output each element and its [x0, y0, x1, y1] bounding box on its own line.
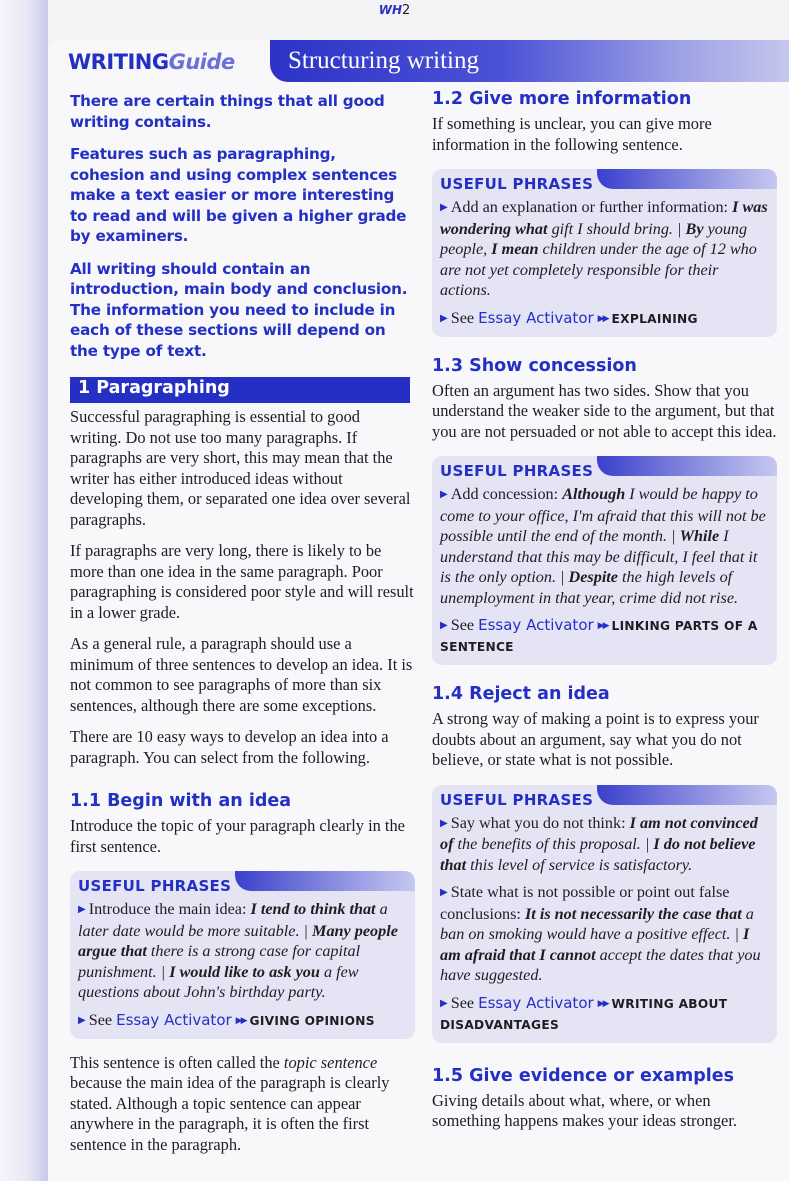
page-number-value: 2 — [402, 3, 411, 18]
page-number-prefix: WH — [378, 3, 402, 17]
cross-reference — [440, 993, 769, 1035]
bullet-triangle-icon: ▶ — [78, 904, 86, 915]
phrase-item — [78, 899, 407, 1003]
bullet-triangle-icon: ▶ — [440, 817, 448, 829]
phrase-intro: Add concession: — [450, 485, 559, 503]
intro-paragraph: There are certain things that all good writing contains. — [70, 92, 385, 131]
example-text: children under the age of 12 who are not yet completely responsible for their actions. — [440, 240, 757, 299]
see-label: See — [450, 616, 475, 634]
example-text: there is a strong case for capital punishment. | — [78, 942, 361, 981]
intro-paragraph: Features such as paragraphing, cohesion and using complex sentences make a text easier or more interesting to read and will be given a higher grade by examiners. — [70, 145, 407, 245]
body-paragraph: Introduce the topic of your paragraph clearly in the first sentence. — [70, 816, 405, 856]
cross-reference — [440, 308, 769, 329]
key-phrase: Many people argue that — [78, 921, 398, 960]
useful-phrases-box — [432, 169, 777, 337]
essay-activator-link[interactable]: Essay Activator — [478, 993, 594, 1012]
phrase-examples — [440, 485, 766, 607]
essay-activator-link[interactable]: Essay Activator — [478, 308, 594, 327]
subheading-give-more-information: 1.2 Give more information — [432, 89, 692, 109]
page-number — [0, 3, 789, 18]
cross-reference-target[interactable]: LINKING PARTS OF A SENTENCE — [440, 619, 758, 654]
bullet-triangle-icon: ▶ — [440, 997, 448, 1009]
double-arrow-icon: ▶▶ — [235, 1014, 246, 1025]
body-paragraph: There are 10 easy ways to develop an idea into a paragraph. You can select from the following. — [70, 727, 389, 767]
key-phrase: I do not believe that — [440, 835, 756, 874]
brand-primary: WRITING — [68, 50, 169, 74]
topic-sentence-paragraph — [70, 1053, 415, 1156]
bullet-triangle-icon: ▶ — [440, 489, 448, 500]
bullet-triangle-icon: ▶ — [440, 887, 448, 898]
key-phrase: I am afraid that I cannot — [440, 925, 750, 964]
section-heading-paragraphing: 1 Paragraphing — [70, 377, 410, 403]
body-text: This sentence is often called the — [70, 1052, 284, 1072]
title-bar — [270, 40, 789, 82]
double-arrow-icon: ▶▶ — [597, 620, 608, 630]
example-text: a ban on smoking would have a positive effect. | — [440, 904, 754, 943]
emphasis-text: topic sentence — [283, 1052, 378, 1072]
key-phrase: I would like to ask you — [169, 962, 320, 981]
key-phrase: It is not necessarily the case that — [524, 904, 742, 923]
page-header — [48, 40, 789, 82]
example-text: this level of service is satisfactory. — [466, 855, 693, 874]
cross-reference-target[interactable]: WRITING ABOUT DISADVANTAGES — [440, 996, 728, 1032]
phrase-intro: Add an explanation or further information: — [450, 198, 729, 216]
useful-phrases-title: USEFUL PHRASES — [440, 790, 594, 809]
useful-phrases-title: USEFUL PHRASES — [440, 175, 594, 193]
example-text: I understand that this may be difficult, I feel that it is the only option. | — [440, 527, 758, 586]
bullet-triangle-icon: ▶ — [78, 1014, 86, 1026]
page-spine-shadow — [0, 0, 48, 1181]
phrase-item — [440, 882, 769, 986]
key-phrase: Although — [562, 485, 626, 503]
key-phrase: I mean — [491, 240, 539, 258]
example-text: a later date would be more suitable. | — [78, 900, 388, 940]
subheading-give-evidence: 1.5 Give evidence or examples — [432, 1065, 735, 1086]
see-label: See — [450, 308, 475, 327]
page-title: Structuring writing — [288, 47, 479, 74]
example-text: the benefits of this proposal. | — [453, 835, 654, 853]
body-paragraph: A strong way of making a point is to express your doubts about an argument, say what you do not believe, or state what is not possible. — [432, 709, 759, 769]
double-arrow-icon: ▶▶ — [597, 312, 608, 323]
bullet-triangle-icon: ▶ — [440, 202, 448, 213]
bullet-triangle-icon: ▶ — [440, 312, 448, 324]
body-paragraph: Successful paragraphing is essential to good writing. Do not use too many paragraphs. If paragraphs are very short, this may mean that the writer has either introduced ideas without developing them, or separated one idea over several paragraphs. — [70, 407, 411, 529]
body-paragraph: Often an argument has two sides. Show that you understand the weaker side to the argument, but that you are not persuaded or not able to accept this idea. — [432, 380, 777, 441]
example-text: gift I should bring. | — [547, 219, 686, 238]
key-phrase: I am not convinced of — [440, 813, 758, 853]
cross-reference — [440, 615, 769, 657]
key-phrase: By — [685, 219, 704, 238]
key-phrase: While — [679, 527, 720, 545]
example-text: the high levels of unemployment in that year, crime did not rise. — [440, 568, 739, 607]
bullet-triangle-icon: ▶ — [440, 620, 448, 631]
double-arrow-icon: ▶▶ — [597, 997, 608, 1008]
example-text: accept the dates that you have suggested. — [440, 945, 761, 984]
essay-activator-link[interactable]: Essay Activator — [478, 616, 594, 634]
left-column — [70, 88, 415, 1166]
useful-phrases-title: USEFUL PHRASES — [78, 877, 232, 895]
phrase-item — [440, 813, 769, 876]
body-paragraph: If paragraphs are very long, there is likely to be more than one idea in the same paragraph. Poor paragraphing is considered poor style and will result in a lower grade. — [70, 541, 414, 622]
key-phrase: I tend to think that — [250, 900, 376, 918]
phrase-intro: Say what you do not think: — [450, 813, 626, 832]
useful-phrases-box — [70, 871, 415, 1039]
phrase-item — [440, 197, 769, 301]
right-column — [432, 88, 777, 1143]
body-paragraph: Giving details about what, where, or when something happens makes your ideas stronger. — [432, 1090, 737, 1130]
subheading-begin-with-idea: 1.1 Begin with an idea — [70, 791, 292, 811]
cross-reference-target[interactable]: EXPLAINING — [611, 311, 698, 326]
subheading-reject-idea: 1.4 Reject an idea — [432, 684, 610, 704]
phrase-item — [440, 484, 769, 608]
brand-secondary: Guide — [168, 50, 235, 74]
body-text: because the main idea of the paragraph is clearly stated. Although a topic sentence can appear anywhere in the paragraph, it is often the first sentence in the paragraph. — [70, 1073, 390, 1154]
key-phrase: Despite — [568, 568, 618, 586]
phrase-intro: Introduce the main idea: — [88, 900, 247, 918]
useful-phrases-title: USEFUL PHRASES — [440, 462, 594, 480]
key-phrase: I was wondering what — [440, 198, 768, 238]
example-text: I would be happy to come to your office, I'm afraid that this will not be possible until the end of the month. | — [440, 485, 766, 545]
body-paragraph: As a general rule, a paragraph should use a minimum of three sentences to develop an idea. It is not common to see paragraphs of more than six sentences, although there are some exceptions. — [70, 634, 413, 715]
subheading-show-concession: 1.3 Show concession — [432, 355, 637, 376]
example-text: a few questions about John's birthday party. — [78, 962, 359, 1001]
intro-paragraph: All writing should contain an introduction, main body and conclusion. The information you need to include in each of these sections will depend on the type of text. — [70, 259, 408, 360]
body-paragraph: If something is unclear, you can give more information in the following sentence. — [432, 114, 712, 154]
phrase-intro: State what is not possible or point out false conclusions: — [440, 883, 730, 923]
cross-reference-target[interactable]: GIVING OPINIONS — [249, 1013, 375, 1028]
essay-activator-link[interactable]: Essay Activator — [116, 1010, 232, 1029]
brand-logo — [68, 50, 235, 74]
useful-phrases-box — [432, 456, 777, 665]
cross-reference — [78, 1010, 407, 1031]
see-label: See — [88, 1010, 113, 1029]
example-text: young people, — [440, 219, 748, 258]
useful-phrases-box — [432, 785, 777, 1043]
see-label: See — [450, 993, 475, 1012]
